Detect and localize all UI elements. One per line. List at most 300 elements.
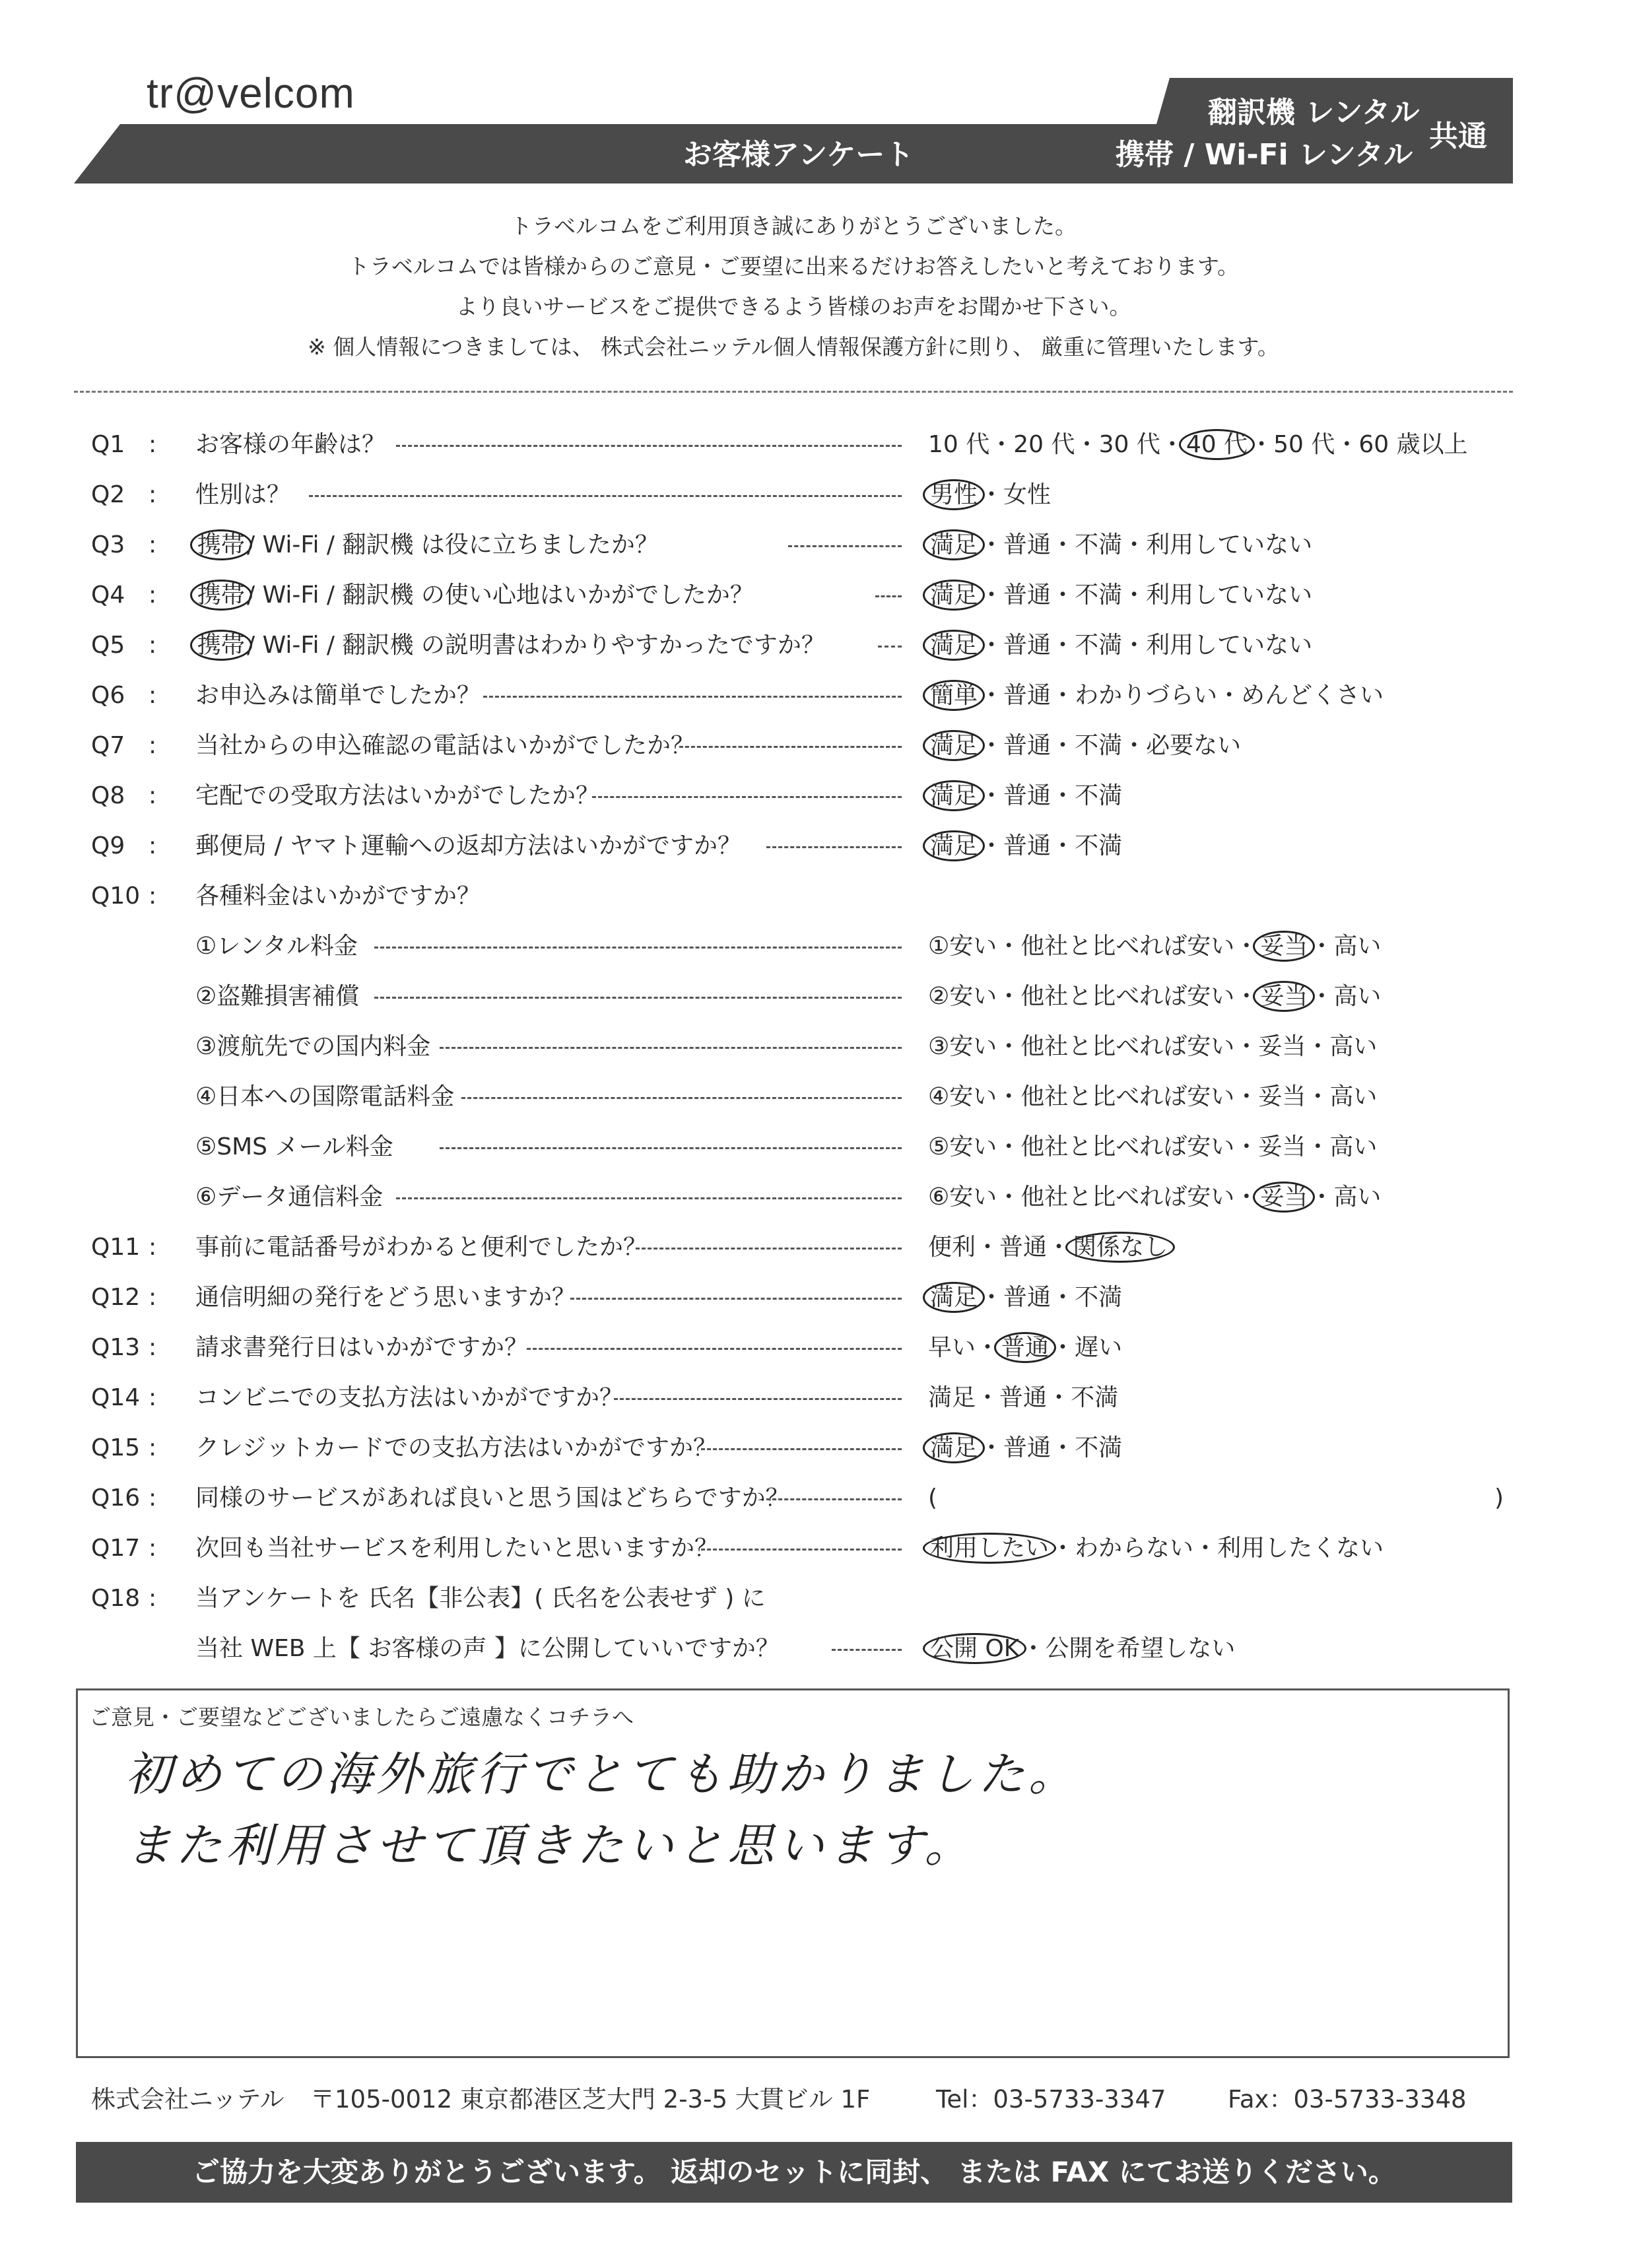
answer-option[interactable]: 高い [1329, 1133, 1378, 1160]
leader-dots [614, 1398, 902, 1400]
question-row [0, 977, 1637, 1017]
service-common: 共通 [1429, 119, 1487, 153]
answer-option[interactable]: 10 代 [928, 431, 990, 458]
travelcom-logo: tr@velcom [147, 69, 355, 117]
option-separator: ・ [997, 933, 1021, 960]
service-translator: 翻訳機 レンタル [1208, 96, 1420, 129]
option-separator: ・ [1051, 531, 1075, 558]
option-separator: ・ [997, 1083, 1021, 1110]
answer-options [928, 676, 1384, 716]
leader-dots [396, 445, 902, 447]
answer-options [928, 1378, 1118, 1418]
option-separator: ・ [997, 1184, 1021, 1211]
option-separator: ・ [980, 732, 1004, 759]
leader-dots [309, 495, 902, 497]
option-separator: ・ [1051, 732, 1075, 759]
answer-option[interactable]: 普通 [1003, 582, 1052, 609]
answer-option[interactable]: 不満 [1075, 782, 1123, 809]
question-row [0, 1328, 1637, 1368]
dashed-separator [74, 391, 1513, 393]
question-row [0, 1077, 1637, 1117]
option-separator: ・ [1250, 431, 1274, 458]
answer-option[interactable]: わからない [1075, 1535, 1194, 1562]
answer-option[interactable]: 他社と比べれば安い [1020, 1033, 1235, 1060]
service-mobile-wifi: 携帯 / Wi-Fi レンタル [1116, 138, 1413, 172]
question-text-body: ⑤SMS メール料金 [195, 1133, 393, 1160]
question-colon: : [149, 1585, 157, 1612]
question-text [195, 1278, 576, 1317]
leader-dots [592, 796, 902, 798]
option-separator: ・ [1234, 1083, 1259, 1110]
circled-device-option[interactable]: 携帯 [190, 580, 252, 611]
leader-dots [636, 1248, 902, 1250]
option-separator: ・ [1160, 431, 1184, 458]
answer-option[interactable]: ⑤安い [928, 1133, 997, 1160]
question-text [195, 576, 754, 615]
question-text-body: ④日本への国際電話料金 [195, 1083, 455, 1110]
question-colon: : [149, 481, 157, 508]
option-separator: ・ [1051, 1535, 1075, 1562]
question-text [195, 1428, 717, 1468]
selected-option[interactable]: 満足 [923, 1432, 985, 1463]
option-separator: ・ [1122, 531, 1147, 558]
answer-option[interactable]: 普通 [1003, 632, 1052, 659]
answer-option[interactable]: 20 代 [1013, 431, 1075, 458]
question-text-body: 宅配での受取方法はいかがでしたか？ [195, 782, 600, 809]
answer-option[interactable]: ④安い [928, 1083, 997, 1110]
answer-option[interactable]: 30 代 [1098, 431, 1160, 458]
selected-option[interactable]: 満足 [923, 830, 985, 861]
question-colon: : [149, 431, 157, 458]
question-text-body: 通信明細の発行をどう思いますか？ [195, 1284, 576, 1311]
intro-line: より良いサービスをご提供できるよう皆様のお声をお聞かせ下さい。 [455, 294, 1131, 319]
question-row [0, 1479, 1637, 1518]
option-separator: ・ [1234, 983, 1259, 1010]
question-colon: : [149, 883, 157, 910]
selected-option[interactable]: 妥当 [1253, 931, 1315, 962]
answer-options [928, 525, 1312, 565]
question-colon: : [149, 632, 157, 659]
answer-option[interactable]: 不満 [1071, 1384, 1119, 1411]
answer-option[interactable]: 高い [1333, 933, 1382, 960]
answer-options [928, 475, 1051, 515]
leader-dots [878, 646, 902, 648]
comment-label: ご意見・ご要望などございましたらご遠慮なくコチラへ [89, 1704, 634, 1730]
answer-paren-open: ( [928, 1484, 938, 1512]
answer-options [928, 826, 1122, 866]
option-separator: ・ [976, 1384, 1000, 1411]
answer-option[interactable]: 他社と比べれば安い [1020, 983, 1235, 1010]
answer-option[interactable]: 公開を希望しない [1045, 1635, 1236, 1662]
selected-option[interactable]: 公開 OK [923, 1633, 1026, 1664]
footer-company: 株式会社ニッテル [91, 2085, 284, 2114]
selected-option[interactable]: 普通 [994, 1332, 1056, 1363]
question-text-body: 請求書発行日はいかがですか？ [195, 1334, 529, 1361]
question-row [0, 525, 1637, 565]
option-separator: ・ [1217, 682, 1242, 709]
answer-option[interactable]: 妥当 [1258, 1033, 1306, 1060]
intro-line: トラベルコムでは皆様からのご意見・ご要望に出来るだけお答えしたいと考えております。 [347, 253, 1240, 279]
question-colon: : [149, 832, 157, 859]
question-text [195, 927, 358, 966]
selected-option[interactable]: 満足 [923, 730, 985, 761]
answer-option[interactable]: 不満 [1075, 732, 1123, 759]
question-row [0, 425, 1637, 465]
handwritten-comment-line: また利用させて頂きたいと思います。 [125, 1818, 975, 1873]
question-row [0, 1027, 1637, 1067]
question-text-body: 当社 WEB 上【 お客様の声 】に公開していいですか？ [195, 1635, 780, 1662]
option-separator: ・ [1122, 582, 1147, 609]
question-text [195, 977, 359, 1017]
answer-option[interactable]: ①安い [928, 933, 997, 960]
question-colon: : [149, 582, 157, 609]
option-separator: ・ [980, 582, 1004, 609]
option-separator: ・ [1047, 1234, 1071, 1261]
leader-dots [832, 1649, 902, 1651]
option-separator: ・ [1051, 1434, 1075, 1461]
question-colon: : [149, 531, 157, 558]
question-text-body: 当社からの申込確認の電話はいかがでしたか？ [195, 732, 695, 759]
question-text [195, 1579, 766, 1618]
question-number: Q14 [91, 1384, 141, 1411]
question-row [0, 475, 1637, 515]
question-row [0, 776, 1637, 816]
option-separator: ・ [1051, 682, 1075, 709]
answer-option[interactable]: 満足 [928, 1384, 976, 1411]
answer-option[interactable]: 必要ない [1146, 732, 1242, 759]
answer-paren-close: ) [1494, 1484, 1504, 1512]
leader-dots [461, 1097, 902, 1099]
leader-dots [527, 1348, 902, 1350]
selected-option[interactable]: 妥当 [1253, 981, 1315, 1012]
option-separator: ・ [976, 1334, 1000, 1361]
question-number: Q17 [91, 1535, 141, 1562]
option-separator: ・ [980, 481, 1004, 508]
return-instructions-bar: ご協力を大変ありがとうございます。 返却のセットに同封、 または FAX にてお送りください。 [76, 2142, 1512, 2203]
question-colon: : [149, 732, 157, 759]
answer-option[interactable]: 60 歳以上 [1358, 431, 1468, 458]
answer-options [928, 726, 1241, 766]
selected-option[interactable]: 満足 [923, 780, 985, 811]
option-separator: ・ [1047, 1384, 1071, 1411]
question-row [0, 726, 1637, 766]
question-text-body: ①レンタル料金 [195, 933, 358, 960]
answer-options [928, 927, 1381, 966]
question-text [195, 776, 599, 816]
selected-option[interactable]: 満足 [923, 580, 985, 611]
selected-option[interactable]: 満足 [923, 630, 985, 661]
option-separator: ・ [1234, 933, 1259, 960]
answer-option[interactable]: 高い [1333, 983, 1382, 1010]
option-separator: ・ [1051, 1334, 1075, 1361]
option-separator: ・ [1234, 1133, 1259, 1160]
question-number: Q7 [91, 732, 125, 759]
circled-device-option[interactable]: 携帯 [190, 529, 252, 560]
question-number: Q6 [91, 682, 125, 709]
answer-options [928, 626, 1312, 665]
question-text-body: コンビニでの支払方法はいかがですか？ [195, 1384, 624, 1411]
option-separator: ・ [980, 682, 1004, 709]
leader-dots [766, 846, 902, 848]
option-separator: ・ [1051, 832, 1075, 859]
footer-address: 〒105-0012 東京都港区芝大門 2-3-5 大貫ビル 1F [310, 2085, 871, 2114]
intro-text [74, 206, 1513, 367]
question-text [195, 1027, 430, 1067]
answer-option[interactable]: 普通 [1003, 1434, 1052, 1461]
question-text-body: ⑥データ通信料金 [195, 1184, 384, 1211]
answer-option[interactable]: 普通 [1003, 732, 1052, 759]
question-colon: : [149, 1484, 157, 1512]
question-colon: : [149, 1384, 157, 1411]
country-answer-field[interactable] [944, 1479, 1485, 1512]
answer-option[interactable]: 遅い [1075, 1334, 1123, 1361]
leader-dots [374, 947, 902, 949]
question-text [195, 425, 385, 465]
option-separator: ・ [1193, 1535, 1218, 1562]
leader-dots [570, 1298, 902, 1300]
answer-option[interactable]: ②安い [928, 983, 997, 1010]
answer-option[interactable]: 不満 [1075, 1434, 1123, 1461]
answer-options [928, 425, 1468, 465]
question-text-rest: / Wi-Fi / 翻訳機 は役に立ちましたか？ [247, 531, 659, 558]
option-separator: ・ [976, 1234, 1000, 1261]
question-text [195, 1178, 383, 1217]
question-text [195, 676, 481, 716]
option-separator: ・ [980, 1434, 1004, 1461]
answer-option[interactable]: 高い [1329, 1083, 1378, 1110]
footer-tel: Tel：03-5733-3347 [936, 2085, 1166, 2114]
question-text-rest: / Wi-Fi / 翻訳機 の説明書はわかりやすかったですか？ [247, 632, 825, 659]
answer-option[interactable]: 50 代 [1273, 431, 1335, 458]
answer-option[interactable]: 早い [928, 1334, 976, 1361]
question-text [195, 1529, 718, 1568]
question-number: Q5 [91, 632, 125, 659]
selected-option[interactable]: 簡単 [923, 680, 985, 711]
leader-dots [875, 595, 902, 597]
answer-option[interactable]: 不満 [1075, 531, 1123, 558]
question-number: Q16 [91, 1484, 141, 1512]
question-text-body: 各種料金はいかがですか？ [195, 883, 481, 910]
question-text [195, 1328, 528, 1368]
circled-device-option[interactable]: 携帯 [190, 630, 252, 661]
question-text [195, 726, 694, 766]
question-text [195, 626, 825, 665]
leader-dots [679, 746, 902, 748]
question-number: Q15 [91, 1434, 141, 1461]
question-text-body: クレジットカードでの支払方法はいかがですか？ [195, 1434, 718, 1461]
question-text-body: 性別は？ [195, 481, 291, 508]
question-row [0, 1127, 1637, 1167]
option-separator: ・ [989, 431, 1014, 458]
question-row [0, 576, 1637, 615]
question-text [195, 525, 659, 565]
question-text-rest: / Wi-Fi / 翻訳機 の使い心地はいかがでしたか？ [247, 582, 754, 609]
question-row [0, 1579, 1637, 1618]
question-row [0, 1178, 1637, 1217]
question-text-body: お申込みは簡単でしたか？ [195, 682, 481, 709]
selected-option[interactable]: 40 代 [1179, 429, 1255, 460]
option-separator: ・ [1051, 632, 1075, 659]
answer-options [928, 576, 1312, 615]
answer-option[interactable]: 利用していない [1146, 632, 1313, 659]
question-text-body: 郵便局 / ヤマト運輸への返却方法はいかがですか？ [195, 832, 742, 859]
answer-options [928, 1077, 1377, 1117]
question-text [195, 1378, 623, 1418]
option-separator: ・ [997, 983, 1021, 1010]
answer-option[interactable]: 便利 [928, 1234, 976, 1261]
option-separator: ・ [1122, 632, 1147, 659]
answer-option[interactable]: 高い [1333, 1184, 1382, 1211]
answer-option[interactable]: 他社と比べれば安い [1020, 1083, 1235, 1110]
question-row [0, 877, 1637, 916]
answer-option[interactable]: 利用していない [1146, 531, 1313, 558]
answer-option[interactable]: ⑥安い [928, 1184, 997, 1211]
option-separator: ・ [1310, 983, 1334, 1010]
question-text [195, 1479, 789, 1518]
answer-option[interactable]: 普通 [1003, 782, 1052, 809]
option-separator: ・ [980, 832, 1004, 859]
question-number: Q8 [91, 782, 125, 809]
handwritten-comment-line: 初めての海外旅行でとても助かりました。 [125, 1747, 1079, 1801]
leader-dots [766, 1498, 902, 1500]
selected-option[interactable]: 満足 [923, 1282, 985, 1313]
option-separator: ・ [1234, 1184, 1259, 1211]
question-row [0, 927, 1637, 966]
option-separator: ・ [1310, 933, 1334, 960]
answer-option[interactable]: 不満 [1075, 832, 1123, 859]
answer-options [928, 1228, 1170, 1267]
answer-option[interactable]: ③安い [928, 1033, 997, 1060]
answer-options [928, 1428, 1122, 1468]
answer-option[interactable]: 利用していない [1146, 582, 1313, 609]
question-colon: : [149, 1334, 157, 1361]
answer-options [928, 1278, 1122, 1317]
question-number: Q11 [91, 1234, 141, 1261]
answer-option[interactable]: 妥当 [1258, 1133, 1306, 1160]
leader-dots [440, 1047, 902, 1049]
selected-option[interactable]: 満足 [923, 529, 985, 560]
option-separator: ・ [1122, 732, 1147, 759]
question-text [195, 877, 481, 916]
question-number: Q2 [91, 481, 125, 508]
question-colon: : [149, 1234, 157, 1261]
question-number: Q10 [91, 883, 141, 910]
answer-option[interactable]: めんどくさい [1241, 682, 1384, 709]
leader-dots [374, 997, 902, 999]
answer-options [928, 1328, 1122, 1368]
leader-dots [396, 1197, 902, 1199]
intro-line: トラベルコムをご利用頂き誠にありがとうございました。 [510, 213, 1077, 239]
question-number: Q1 [91, 431, 125, 458]
question-row [0, 826, 1637, 866]
selected-option[interactable]: 男性 [923, 479, 985, 510]
answer-option[interactable]: 普通 [1003, 531, 1052, 558]
option-separator: ・ [1306, 1133, 1330, 1160]
leader-dots [483, 696, 902, 698]
question-colon: : [149, 1535, 157, 1562]
question-text [195, 1228, 647, 1267]
intro-line: ※ 個人情報につきましては、 株式会社ニッテル個人情報保護方針に則り、 厳重に管理いたします。 [308, 334, 1279, 360]
leader-dots [788, 545, 902, 547]
answer-option[interactable]: 利用したくない [1217, 1535, 1384, 1562]
selected-option[interactable]: 妥当 [1253, 1182, 1315, 1213]
option-separator: ・ [980, 1284, 1004, 1311]
leader-dots [701, 1549, 902, 1551]
question-text [195, 475, 290, 515]
question-row [0, 676, 1637, 716]
answer-options [928, 1529, 1384, 1568]
answer-options [928, 1027, 1377, 1067]
question-number: Q12 [91, 1284, 141, 1311]
answer-options [928, 977, 1381, 1017]
option-separator: ・ [980, 782, 1004, 809]
selected-option[interactable]: 利用したい [923, 1533, 1056, 1564]
option-separator: ・ [1075, 431, 1099, 458]
question-text [195, 1077, 454, 1117]
option-separator: ・ [1234, 1033, 1259, 1060]
answer-option[interactable]: 普通 [999, 1234, 1048, 1261]
answer-options [928, 776, 1122, 816]
question-text-body: ③渡航先での国内料金 [195, 1033, 431, 1060]
survey-title: お客様アンケート [683, 138, 914, 172]
answer-options [928, 1127, 1377, 1167]
answer-option[interactable]: 女性 [1003, 481, 1052, 508]
answer-options [928, 1178, 1381, 1217]
option-separator: ・ [1335, 431, 1359, 458]
answer-option[interactable]: 不満 [1075, 582, 1123, 609]
question-row [0, 1529, 1637, 1568]
question-text-body: お客様の年齢は？ [195, 431, 386, 458]
question-text-body: 同様のサービスがあれば良いと思う国はどちらですか？ [195, 1484, 789, 1512]
answer-option[interactable]: 他社と比べれば安い [1020, 933, 1235, 960]
question-number: Q4 [91, 582, 125, 609]
footer-fax: Fax：03-5733-3348 [1228, 2085, 1467, 2114]
question-colon: : [149, 682, 157, 709]
answer-option[interactable]: 普通 [1003, 682, 1052, 709]
option-separator: ・ [1051, 1284, 1075, 1311]
answer-option[interactable]: 他社と比べれば安い [1020, 1184, 1235, 1211]
option-separator: ・ [980, 632, 1004, 659]
option-separator: ・ [997, 1033, 1021, 1060]
answer-option[interactable]: 普通 [999, 1384, 1048, 1411]
answer-option[interactable]: 妥当 [1258, 1083, 1306, 1110]
option-separator: ・ [980, 531, 1004, 558]
answer-option[interactable]: 他社と比べれば安い [1020, 1133, 1235, 1160]
option-separator: ・ [1051, 582, 1075, 609]
option-separator: ・ [1306, 1083, 1330, 1110]
option-separator: ・ [1051, 782, 1075, 809]
question-row [0, 626, 1637, 665]
question-row [0, 1629, 1637, 1669]
option-separator: ・ [1310, 1184, 1334, 1211]
question-text [195, 826, 741, 866]
question-colon: : [149, 1284, 157, 1311]
answer-option[interactable]: 不満 [1075, 632, 1123, 659]
selected-option[interactable]: 関係なし [1065, 1232, 1175, 1263]
answer-option[interactable]: わかりづらい [1075, 682, 1218, 709]
answer-option[interactable]: 普通 [1003, 1284, 1052, 1311]
leader-dots [701, 1448, 902, 1450]
question-text-body: 事前に電話番号がわかると便利でしたか？ [195, 1234, 648, 1261]
option-separator: ・ [1306, 1033, 1330, 1060]
question-number: Q13 [91, 1334, 141, 1361]
answer-option[interactable]: 高い [1329, 1033, 1378, 1060]
question-colon: : [149, 1434, 157, 1461]
answer-option[interactable]: 不満 [1075, 1284, 1123, 1311]
question-row [0, 1278, 1637, 1317]
question-row [0, 1378, 1637, 1418]
answer-option[interactable]: 普通 [1003, 832, 1052, 859]
